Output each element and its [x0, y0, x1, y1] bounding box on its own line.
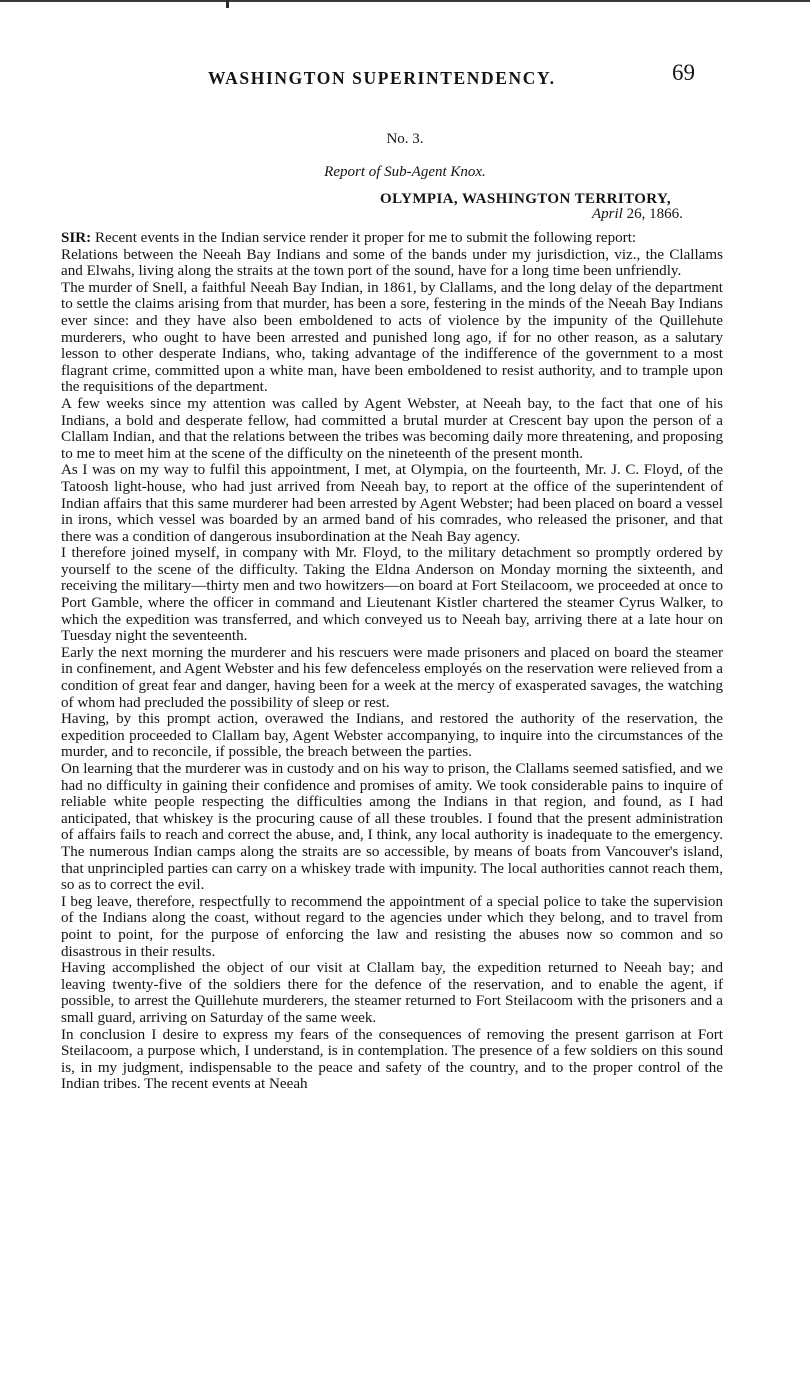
paragraph: Having, by this prompt action, overawed the Indians, and restored the authority of the reservation, the expedition proceeded to Clallam bay, Agent Webster accompanying, to inquire into the circumstances of the murder, and to reconcile, if possible, the breach between the parties.	[61, 711, 723, 761]
top-edge-rule	[0, 0, 810, 2]
paragraph: A few weeks since my attention was called by Agent Webster, at Neeah bay, to the fact that one of his Indians, a bold and desperate fellow, had committed a brutal murder at Crescent bay upon the person of a Clallam Indian, and that the relations between the tribes was becoming daily more threatening, and proposing to me to meet him at the scene of the difficulty on the nineteenth of the present month.	[61, 395, 723, 462]
paragraph: On learning that the murderer was in custody and on his way to prison, the Clallams seemed satisfied, and we had no difficulty in gaining their confidence and promises of amity. We took considerable pains to inquire of reliable white people respecting the difficulties among the Indians in that region, and found, as I had anticipated, that whiskey is the procuring cause of all these troubles. I found that the present administration of affairs fails to reach and correct the abuse, and, I think, any local authority is inadequate to the emergency. The numerous Indian camps along the straits are so accessible, by means of boats from Vancouver's island, that unprincipled parties can carry on a whiskey trade with impunity. The local authorities cannot reach them, so as to correct the evil.	[61, 761, 723, 894]
running-head	[0, 58, 810, 94]
paragraph: I therefore joined myself, in company with Mr. Floyd, to the military detachment so promptly ordered by yourself to the scene of the difficulty. Taking the Eldna Anderson on Monday morning the sixteenth, and receiving the military—thirty men and two howitzers—on board at Fort Steilacoom, we proceeded at once to Port Gamble, where the officer in command and Lieutenant Kistler chartered the steamer Cyrus Walker, to which the expedition was transferred, and which conveyed us to Neeah bay, arriving there at a late hour on Tuesday night the seventeenth.	[61, 545, 723, 645]
paragraph: The murder of Snell, a faithful Neeah Bay Indian, in 1861, by Clallams, and the long delay of the department to settle the claims arising from that murder, has been a sore, festering in the minds of the Neeah Bay Indians ever since: and they have also been emboldened to acts of violence by the impunity of the Quillehute murderers, who ought to have been arrested and punished long ago, if for no other reason, as a salutary lesson to other desperate Indians, who, taking advantage of the indifference of the government to a most flagrant crime, committed upon a white man, have been emboldened to resist authority, and to trample upon the requisitions of the department.	[61, 279, 723, 396]
paragraph: Relations between the Neeah Bay Indians and some of the bands under my jurisdiction, viz., the Clallams and Elwahs, living along the straits at the town port of the sound, have for a long time been unfriendly.	[61, 246, 723, 280]
dateline-place: OLYMPIA, WASHINGTON TERRITORY,	[380, 191, 672, 207]
paragraph: Having accomplished the object of our visit at Clallam bay, the expedition returned to Neeah bay; and leaving twenty-five of the soldiers there for the defence of the reservation, and to enable the agent, if possible, to arrest the Quillehute murderers, the steamer returned to Fort Steilacoom with the prisoners and a small guard, arriving on Saturday of the same week.	[61, 960, 723, 1026]
paragraph: Early the next morning the murderer and his rescuers were made prisoners and placed on board the steamer in confinement, and Agent Webster and his few defenceless employés on the reservation were relieved from a condition of great fear and danger, having been for a week at the mercy of exasperated savages, the watching of whom had precluded the possibility of sleep or rest.	[61, 644, 723, 711]
paragraph-text: Recent events in the Indian service render it proper for me to submit the following report:	[94, 230, 637, 246]
salutation: SIR:	[61, 230, 92, 246]
document-title: Report of Sub-Agent Knox.	[324, 164, 486, 180]
paragraph: In conclusion I desire to express my fears of the consequences of removing the present garrison at Fort Steilacoom, a purpose which, I understand, is in contemplation. The presence of a few soldiers on this sound is, in my judgment, indispensable to the peace and safety of the country, and to the proper control of the Indian tribes. The recent events at Neeah	[61, 1026, 723, 1093]
dateline-month: April	[592, 206, 623, 222]
running-head-title: WASHINGTON SUPERINTENDENCY.	[208, 68, 556, 88]
report-body	[61, 230, 723, 1093]
paragraph: I beg leave, therefore, respectfully to recommend the appointment of a special police to take the supervision of the Indians along the coast, without regard to the agencies under which they belong, and to travel from point to point, for the purpose of enforcing the law and resisting the abuses now so common and so disastrous in their results.	[61, 893, 723, 960]
top-edge-mark	[226, 0, 229, 8]
dateline-day-year: 26, 1866.	[626, 206, 683, 222]
paragraph: As I was on my way to fulfil this appointment, I met, at Olympia, on the fourteenth, Mr. J. C. Floyd, of the Tatoosh light-house, who had just arrived from Neeah bay, to report at the office of the superintendent of Indian affairs that this same murderer had been arrested by Agent Webster; had been placed on board a vessel in irons, which vessel was boarded by an armed band of his comrades, who released the prisoner, and that there was a condition of dangerous insubordination at the Neah Bay agency.	[61, 462, 723, 545]
page-number: 69	[672, 60, 695, 85]
document-number: No. 3.	[386, 131, 424, 147]
dateline-date	[592, 206, 683, 223]
paragraph	[61, 230, 723, 247]
